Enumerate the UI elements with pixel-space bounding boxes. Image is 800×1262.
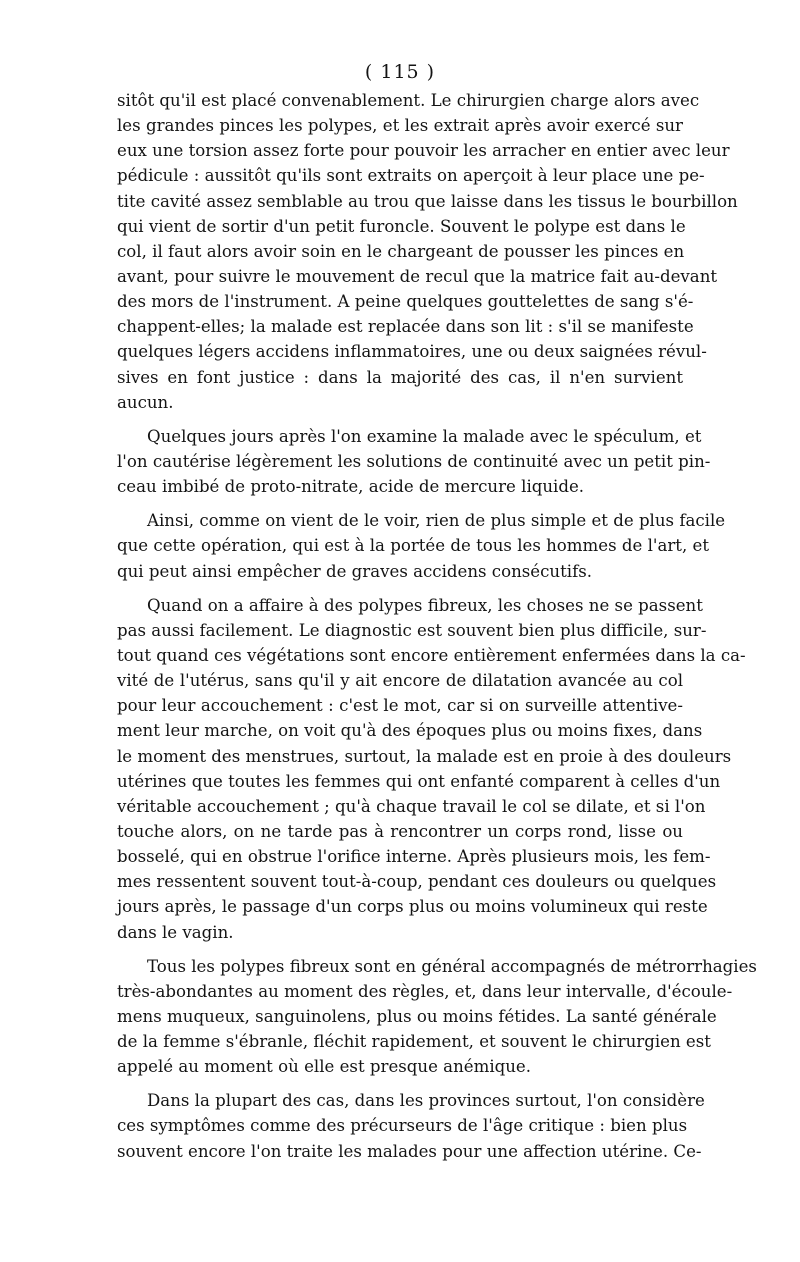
text-line: l'on cautérise légèrement les solutions de continuité avec un petit pin- [117, 451, 711, 471]
paragraph [117, 424, 711, 499]
paragraph-gap [117, 415, 683, 424]
text-line: sives en font justice : dans la majorité des cas, il n'en survient [117, 367, 683, 387]
text-line: ceau imbibé de proto-nitrate, acide de mercure liquide. [117, 477, 585, 497]
text-line: eux une torsion assez forte pour pouvoir les arracher en entier avec leur [117, 141, 730, 161]
text-line: jours après, le passage d'un corps plus ou moins volumineux qui reste [117, 897, 708, 917]
text-line: utérines que toutes les femmes qui ont enfanté comparent à celles d'un [117, 771, 721, 791]
paragraph [117, 1088, 705, 1163]
text-line: de la femme s'ébranle, fléchit rapidement, et souvent le chirurgien est [117, 1032, 711, 1052]
text-line: des mors de l'instrument. A peine quelques gouttelettes de sang s'é- [117, 292, 694, 312]
text-line: véritable accouchement ; qu'à chaque travail le col se dilate, et si l'on [117, 796, 706, 816]
text-line: dans le vagin. [117, 922, 234, 942]
paragraph-gap [117, 584, 683, 593]
text-line: aucun. [117, 392, 174, 412]
text-line: avant, pour suivre le mouvement de recul que la matrice fait au-devant [117, 266, 718, 286]
text-line: Tous les polypes fibreux sont en général accompagnés de métrorrhagies [147, 956, 757, 976]
text-line: qui vient de sortir d'un petit furoncle. Souvent le polype est dans le [117, 216, 686, 236]
text-line: Dans la plupart des cas, dans les provinces surtout, l'on considère [147, 1091, 705, 1111]
text-line: pas aussi facilement. Le diagnostic est souvent bien plus difficile, sur- [117, 620, 707, 640]
text-line: touche alors, on ne tarde pas à rencontrer un corps rond, lisse ou [117, 821, 683, 841]
paragraph-gap [117, 945, 683, 954]
text-line: quelques légers accidens inflammatoires, une ou deux saignées révul- [117, 342, 707, 362]
text-line: Quelques jours après l'on examine la malade avec le spéculum, et [147, 426, 702, 446]
paragraph [117, 508, 726, 583]
text-line: Ainsi, comme on vient de le voir, rien de plus simple et de plus facile [147, 511, 726, 531]
text-line: appelé au moment où elle est presque anémique. [117, 1057, 532, 1077]
text-line: que cette opération, qui est à la portée de tous les hommes de l'art, et [117, 536, 709, 556]
page-number: ( 115 ) [364, 61, 436, 83]
text-line: pour leur accouchement : c'est le mot, car si on surveille attentive- [117, 696, 683, 716]
paragraph [117, 593, 746, 945]
text-line: ces symptômes comme des précurseurs de l'âge critique : bien plus [117, 1116, 688, 1136]
text-line: ment leur marche, on voit qu'à des époques plus ou moins fixes, dans [117, 721, 703, 741]
text-line: souvent encore l'on traite les malades pour une affection utérine. Ce- [117, 1141, 702, 1161]
text-line: Quand on a affaire à des polypes fibreux, les choses ne se passent [147, 595, 703, 615]
paragraph [117, 954, 757, 1080]
text-line: les grandes pinces les polypes, et les extrait après avoir exercé sur [117, 116, 683, 136]
text-line: chappent-elles; la malade est replacée dans son lit : s'il se manifeste [117, 317, 694, 337]
text-line: mes ressentent souvent tout-à-coup, pendant ces douleurs ou quelques [117, 872, 717, 892]
body-text [117, 88, 757, 1164]
paragraph [117, 88, 738, 415]
paragraph-gap [117, 499, 683, 508]
text-line: mens muqueux, sanguinolens, plus ou moins fétides. La santé générale [117, 1006, 717, 1026]
text-line: le moment des menstrues, surtout, la malade est en proie à des douleurs [117, 746, 732, 766]
text-line: col, il faut alors avoir soin en le chargeant de pousser les pinces en [117, 241, 685, 261]
text-line: vité de l'utérus, sans qu'il y ait encore de dilatation avancée au col [117, 671, 683, 691]
text-line: pédicule : aussitôt qu'ils sont extraits on aperçoit à leur place une pe- [117, 166, 705, 186]
text-line: bosselé, qui en obstrue l'orifice interne. Après plusieurs mois, les fem- [117, 847, 711, 867]
text-line: qui peut ainsi empêcher de graves accidens consécutifs. [117, 561, 593, 581]
text-line: très-abondantes au moment des règles, et, dans leur intervalle, d'écoule- [117, 981, 733, 1001]
text-line: tite cavité assez semblable au trou que laisse dans les tissus le bourbillon [117, 191, 738, 211]
paragraph-gap [117, 1079, 683, 1088]
text-line: sitôt qu'il est placé convenablement. Le chirurgien charge alors avec [117, 91, 700, 110]
text-line: tout quand ces végétations sont encore entièrement enfermées dans la ca- [117, 645, 746, 665]
